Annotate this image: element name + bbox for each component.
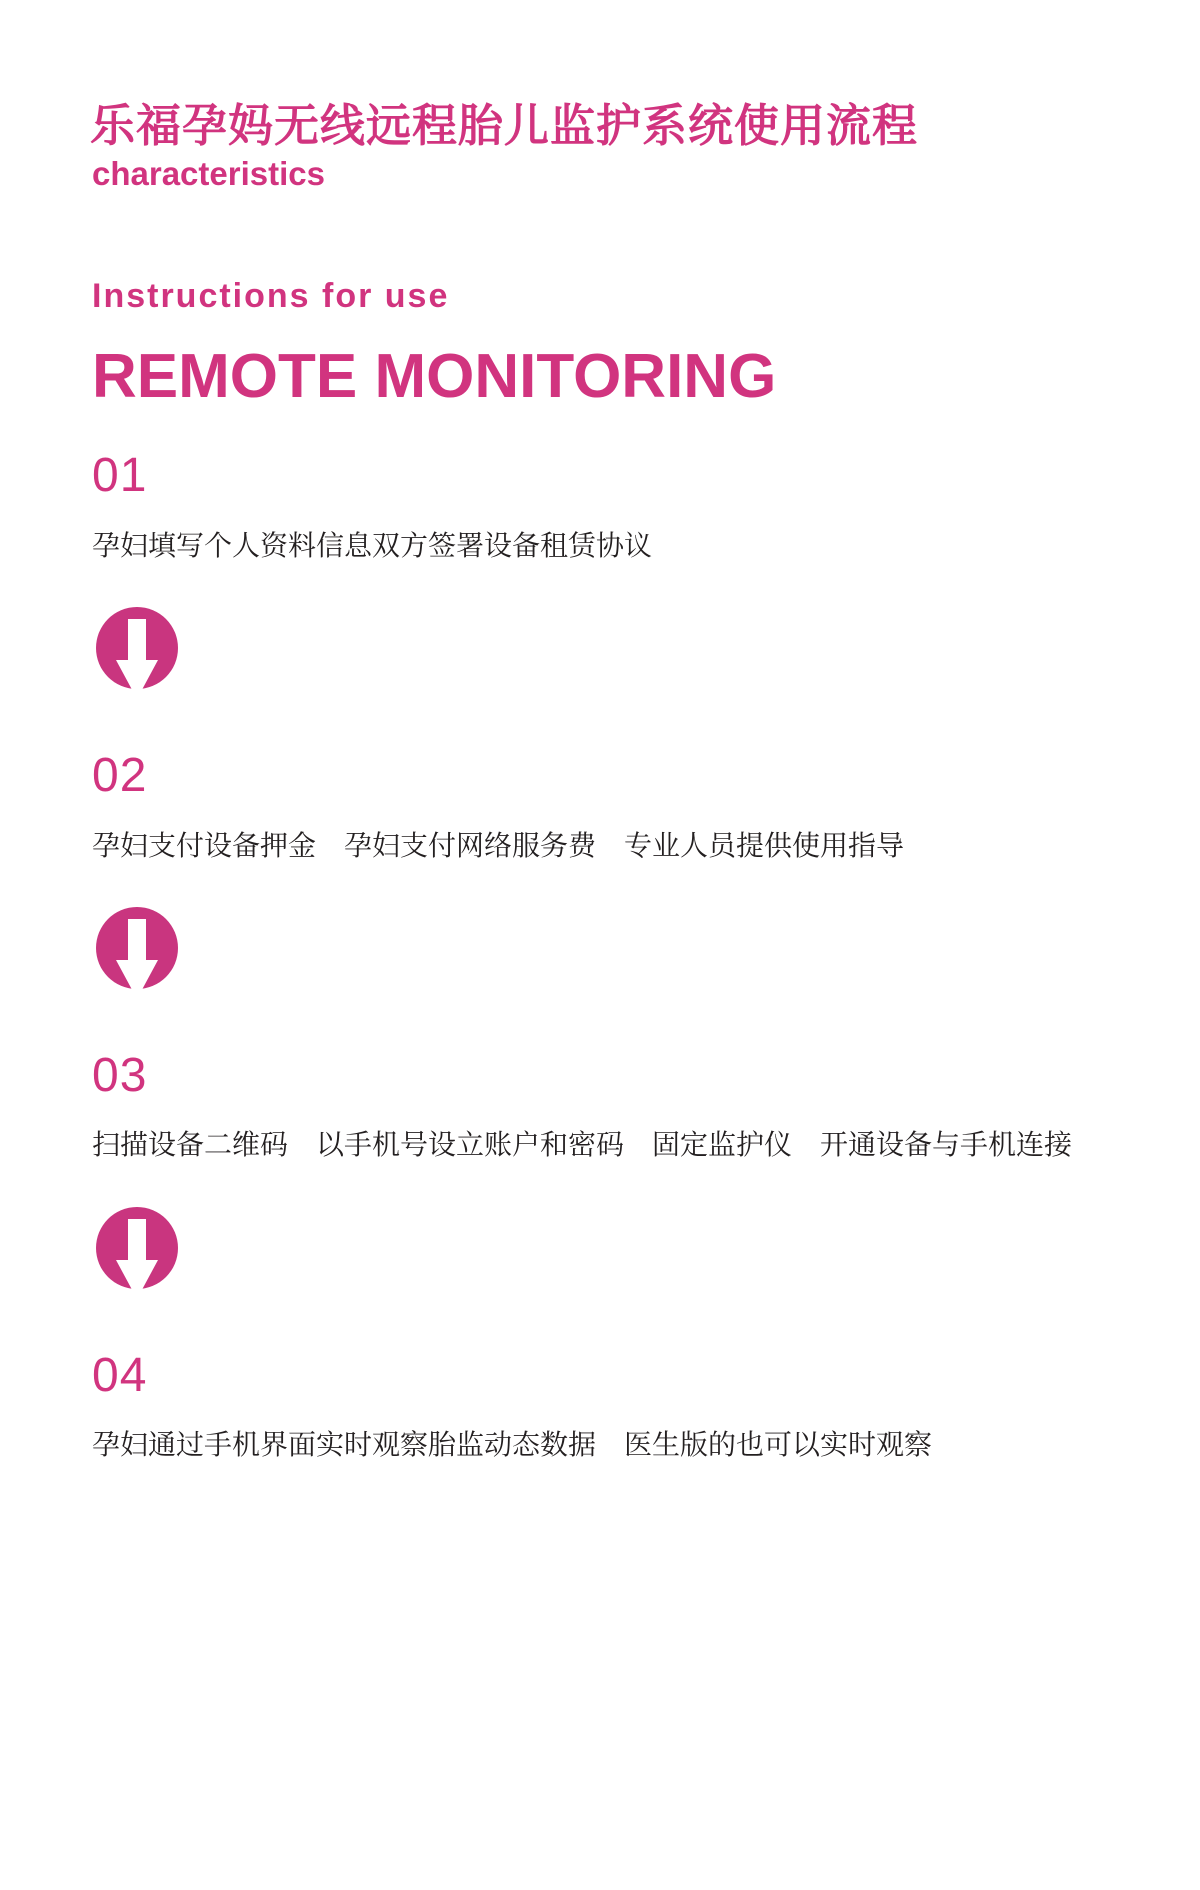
- step-number: 03: [92, 1049, 148, 1102]
- down-arrow-icon: [96, 607, 178, 699]
- step-description: 孕妇支付设备押金 孕妇支付网络服务费 专业人员提供使用指导: [92, 829, 905, 861]
- step-item: [90, 451, 1110, 567]
- step-item: [90, 1348, 1110, 1467]
- section-heading-remote-monitoring: REMOTE MONITORING: [92, 342, 777, 412]
- step-connector: [96, 907, 1110, 999]
- step-number: 01: [92, 449, 148, 503]
- section-label-instructions: Instructions for use: [92, 277, 450, 316]
- down-arrow-icon: [96, 1207, 178, 1299]
- page-title: 乐福孕妈无线远程胎儿监护系统使用流程: [90, 100, 919, 151]
- step-connector: [96, 1207, 1110, 1299]
- page-subtitle: characteristics: [92, 154, 325, 192]
- step-connector: [96, 607, 1110, 699]
- step-description: 孕妇填写个人资料信息双方签署设备租赁协议: [92, 529, 653, 561]
- step-number: 02: [92, 749, 148, 803]
- step-description: 扫描设备二维码 以手机号设立账户和密码 固定监护仪 开通设备与手机连接: [92, 1129, 1073, 1161]
- steps-list: [90, 451, 1110, 1526]
- bottom-spacer: [90, 1467, 1110, 1527]
- step-item: [90, 1051, 1110, 1167]
- step-description: 孕妇通过手机界面实时观察胎监动态数据 医生版的也可以实时观察: [92, 1429, 933, 1461]
- step-number: 04: [92, 1348, 148, 1402]
- down-arrow-icon: [96, 907, 178, 999]
- step-item: [90, 751, 1110, 867]
